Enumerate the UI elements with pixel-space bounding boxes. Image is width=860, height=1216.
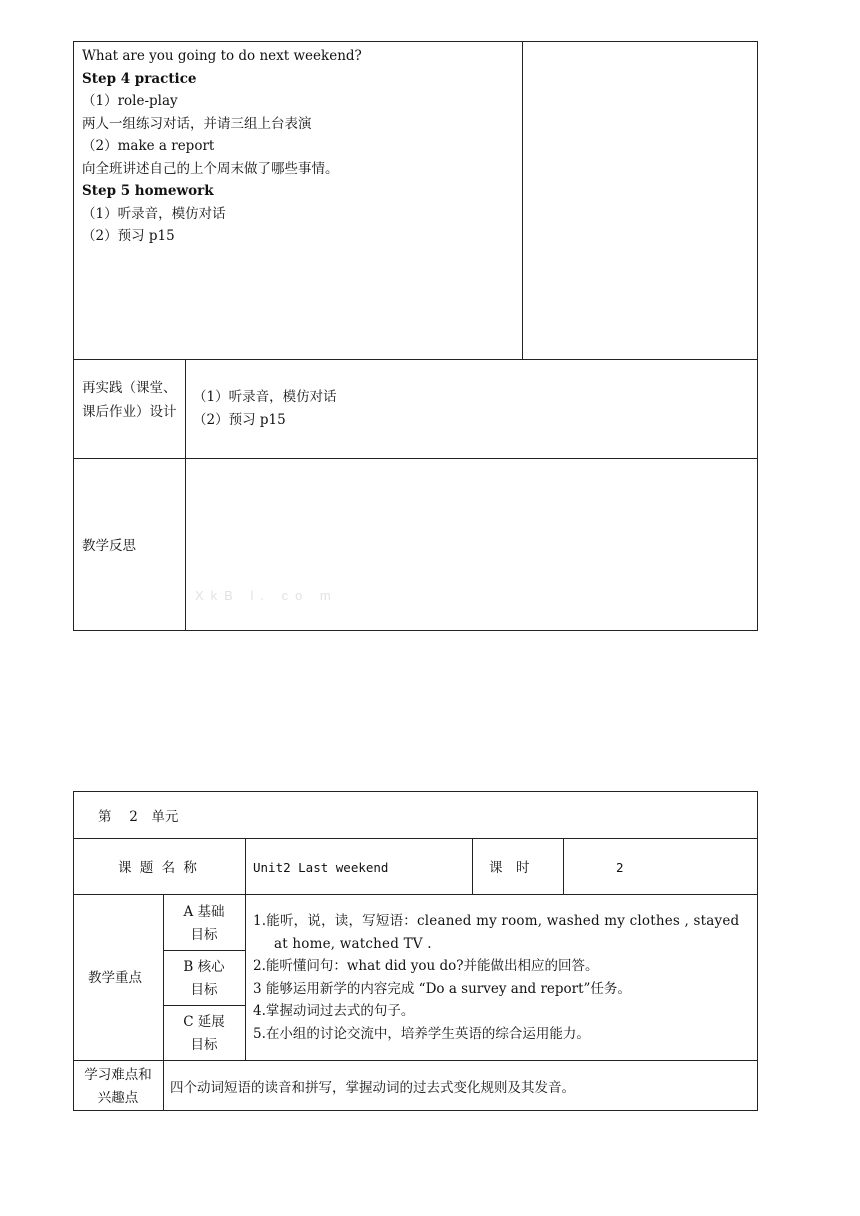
vertical-divider <box>245 838 246 1061</box>
row-divider <box>73 894 758 895</box>
lesson-steps <box>82 45 512 248</box>
vertical-divider <box>163 894 164 1111</box>
vertical-divider <box>522 41 523 360</box>
step-line: 两人一组练习对话，并请三组上台表演 <box>82 115 312 132</box>
step-line: （1）听录音，模仿对话 <box>82 205 226 222</box>
objective-item: 5.在小组的讨论交流中，培养学生英语的综合运用能力。 <box>253 1025 590 1042</box>
row-divider <box>163 1005 245 1006</box>
practice-line: （2）预习 p15 <box>193 411 286 428</box>
objective-item: 2.能听懂问句：what did you do?并能做出相应的回答。 <box>253 958 599 974</box>
vertical-divider <box>185 359 186 631</box>
practice-label: 再实践（课堂、课后作业）设计 <box>82 380 177 420</box>
period-value: 2 <box>616 860 624 875</box>
row-divider <box>163 950 245 951</box>
difficulty-label: 学习难点和兴趣点 <box>84 1067 152 1106</box>
step-line: What are you going to do next weekend? <box>82 48 362 64</box>
step-line: （2）预习 p15 <box>82 228 175 244</box>
objectives-list <box>253 910 753 1045</box>
step-line: （1）role-play <box>82 93 178 109</box>
focus-label: 教学重点 <box>88 970 142 986</box>
step-heading: Step 5 homework <box>82 183 214 199</box>
objective-item: 4.掌握动词过去式的句子。 <box>253 1003 415 1019</box>
difficulty-value: 四个动词短语的读音和拼写，掌握动词的过去式变化规则及其发音。 <box>170 1080 575 1096</box>
goal-core: B 核心目标 <box>183 959 225 998</box>
row-divider <box>73 838 758 839</box>
objective-item: 3 能够运用新学的内容完成 “Do a survey and report”任务。 <box>253 980 631 997</box>
period-label: 课 时 <box>489 860 530 876</box>
practice-line: （1）听录音，模仿对话 <box>193 389 337 405</box>
topic-label: 课 题 名 称 <box>118 860 199 876</box>
row-divider <box>73 1060 758 1061</box>
objective-item: 1.能听，说，读，写短语：cleaned my room, washed my clothes , stayed at home, watched TV . <box>253 913 740 952</box>
step-heading: Step 4 practice <box>82 70 197 87</box>
step-line: （2）make a report <box>82 138 215 154</box>
vertical-divider <box>472 838 473 895</box>
row-divider <box>73 359 758 360</box>
watermark-text: XkB l. co m <box>195 588 338 603</box>
row-divider <box>73 458 758 459</box>
vertical-divider <box>563 838 564 895</box>
goal-extended: C 延展目标 <box>183 1014 225 1053</box>
reflection-label: 教学反思 <box>82 538 136 554</box>
practice-content <box>193 386 743 431</box>
step-line: 向全班讲述自己的上个周末做了哪些事情。 <box>82 160 339 177</box>
topic-value: Unit2 Last weekend <box>253 860 389 875</box>
goal-basic: A 基础目标 <box>183 904 225 943</box>
unit-header: 第 2 单元 <box>98 809 179 825</box>
